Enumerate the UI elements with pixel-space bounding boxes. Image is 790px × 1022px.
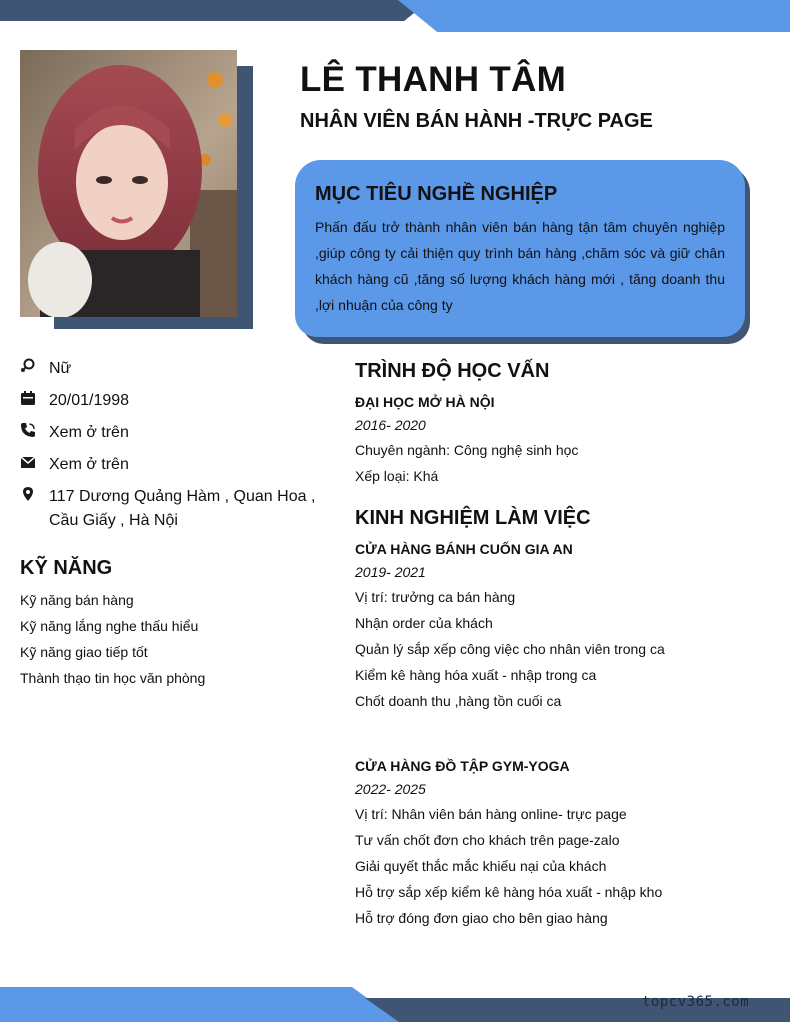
address-line1: 117 Dương Quảng Hàm , Quan Hoa ,	[49, 488, 316, 505]
experience-title: KINH NGHIỆM LÀM VIỆC	[355, 507, 591, 529]
job-line: Giải quyết thắc mắc khiếu nại của khách	[355, 858, 607, 874]
gender-text: Nữ	[49, 360, 72, 377]
contact-phone	[20, 421, 320, 445]
skill-item: Kỹ năng lắng nghe thấu hiểu	[20, 618, 199, 634]
skill-item: Kỹ năng bán hàng	[20, 592, 134, 608]
skills-title: KỸ NĂNG	[20, 557, 113, 579]
top-banner-dark	[0, 0, 430, 21]
job-line: Vị trí: trưởng ca bán hàng	[355, 589, 516, 605]
watermark: topcv365.com	[642, 994, 750, 1010]
contact-email	[20, 453, 320, 477]
profile-photo	[20, 50, 237, 317]
job-line: Tư vấn chốt đơn cho khách trên page-zalo	[355, 832, 620, 848]
education-title: TRÌNH ĐỘ HỌC VẤN	[355, 360, 550, 382]
gender-icon	[20, 358, 36, 374]
education-line: Chuyên ngành: Công nghệ sinh học	[355, 442, 579, 458]
job-line: Hỗ trợ đóng đơn giao cho bên giao hàng	[355, 910, 608, 926]
phone-text: Xem ở trên	[49, 424, 129, 441]
contact-gender	[20, 357, 320, 381]
contact-birthday	[20, 389, 320, 413]
top-banner-blue	[398, 0, 790, 32]
job-company: CỬA HÀNG ĐỒ TẬP GYM-YOGA	[355, 758, 570, 774]
map-pin-icon	[20, 486, 36, 502]
job-title: NHÂN VIÊN BÁN HÀNH -TRỰC PAGE	[300, 110, 653, 132]
birthday-text: 20/01/1998	[49, 392, 130, 409]
education-period: 2016- 2020	[355, 417, 426, 433]
envelope-icon	[20, 454, 36, 470]
email-text: Xem ở trên	[49, 456, 129, 473]
job-period: 2019- 2021	[355, 564, 426, 580]
bottom-banner-blue	[0, 987, 400, 1022]
skill-item: Thành thạo tin học văn phòng	[20, 670, 206, 686]
address-line2: Cầu Giấy , Hà Nội	[49, 512, 178, 529]
objective-text: Phấn đấu trở thành nhân viên bán hàng tận tâm chuyên nghiệp ,giúp công ty cải thiện quy trình bán hàng ,chăm sóc và giữ chân khách hàng cũ ,tăng số lượng khách hàng mới , tăng doanh thu ,lợi nhuận của công ty	[315, 219, 725, 313]
candidate-name: LÊ THANH TÂM	[300, 60, 567, 99]
job-line: Nhận order của khách	[355, 615, 493, 631]
objective-title: MỤC TIÊU NGHỀ NGHIỆP	[315, 183, 558, 205]
calendar-icon	[20, 390, 36, 406]
job-line: Quản lý sắp xếp công việc cho nhân viên trong ca	[355, 641, 665, 657]
school-name: ĐẠI HỌC MỞ HÀ NỘI	[355, 394, 495, 410]
job-line: Vị trí: Nhân viên bán hàng online- trực page	[355, 806, 627, 822]
phone-icon	[20, 422, 36, 438]
skill-item: Kỹ năng giao tiếp tốt	[20, 644, 148, 660]
education-line: Xếp loại: Khá	[355, 468, 439, 484]
contact-address	[20, 485, 320, 535]
job-period: 2022- 2025	[355, 781, 426, 797]
job-line: Hỗ trợ sắp xếp kiểm kê hàng hóa xuất - nhập kho	[355, 884, 663, 900]
job-line: Chốt doanh thu ,hàng tồn cuối ca	[355, 693, 562, 709]
job-company: CỬA HÀNG BÁNH CUỐN GIA AN	[355, 541, 573, 557]
job-line: Kiểm kê hàng hóa xuất - nhập trong ca	[355, 667, 597, 683]
